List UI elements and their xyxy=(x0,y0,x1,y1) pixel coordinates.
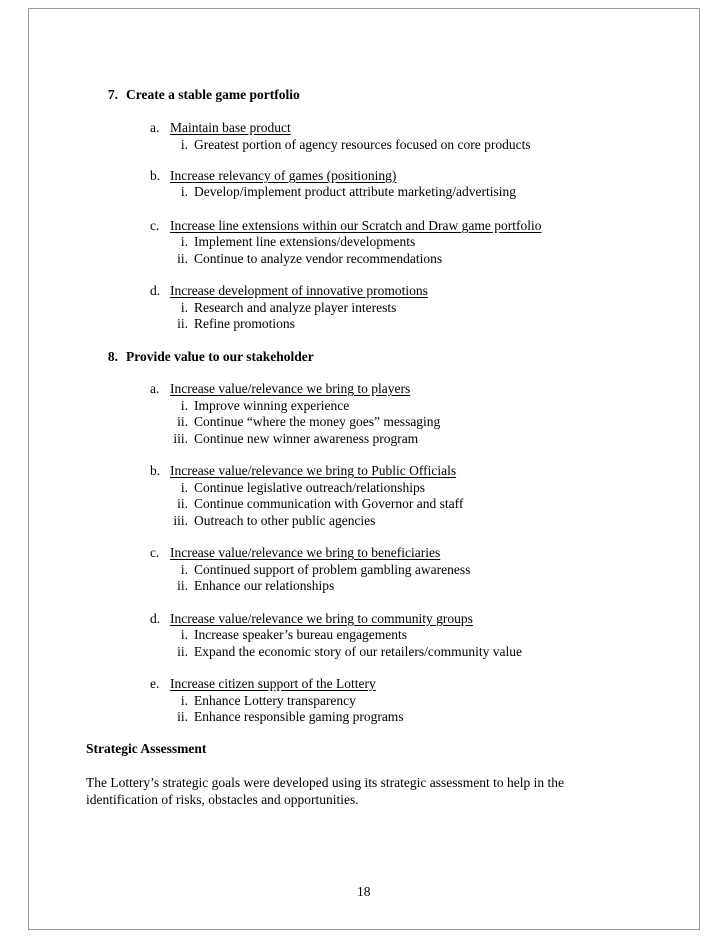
sub-item: i. Enhance Lottery transparency xyxy=(180,693,356,708)
sub-item: i. Increase speaker’s bureau engagements xyxy=(180,627,408,642)
sub-item: ii. Continue communication with Governor and staff xyxy=(177,496,464,511)
list-item: c. Increase line extensions within our Scratch and Draw game portfolio xyxy=(150,218,542,233)
section-title: Provide value to our stakeholder xyxy=(126,349,314,364)
list-item: d. Increase value/relevance we bring to community groups xyxy=(150,611,473,626)
sub-item: iii. Outreach to other public agencies xyxy=(173,513,376,528)
list-item: b. Increase relevancy of games (positioning) xyxy=(150,168,397,183)
list-item: e. Increase citizen support of the Lottery xyxy=(150,676,376,691)
section-number: 8. xyxy=(107,349,118,364)
section-heading xyxy=(94,87,300,103)
sub-item: ii. Enhance responsible gaming programs xyxy=(177,709,404,724)
sub-item: i. Improve winning experience xyxy=(180,398,350,413)
page-number: 18 xyxy=(357,884,371,899)
sub-item: i. Continue legislative outreach/relationships xyxy=(180,480,425,495)
sub-item: i. Greatest portion of agency resources focused on core products xyxy=(180,137,531,152)
assessment-paragraph-line: identification of risks, obstacles and opportunities. xyxy=(86,792,359,807)
assessment-paragraph-line: The Lottery’s strategic goals were developed using its strategic assessment to help in the xyxy=(86,775,564,790)
sub-item: ii. Enhance our relationships xyxy=(177,578,335,593)
sub-item: i. Implement line extensions/developments xyxy=(180,234,416,249)
sub-item: ii. Refine promotions xyxy=(177,316,295,331)
sub-item: i. Research and analyze player interests xyxy=(180,300,397,315)
section-title: Create a stable game portfolio xyxy=(126,87,300,102)
sub-item: iii. Continue new winner awareness program xyxy=(173,431,419,446)
list-item: a. Maintain base product xyxy=(150,120,291,135)
sub-item: ii. Continue “where the money goes” messaging xyxy=(177,414,441,429)
section-number: 7. xyxy=(107,87,118,102)
list-item: a. Increase value/relevance we bring to players xyxy=(150,381,411,396)
sub-item: i. Continued support of problem gambling awareness xyxy=(180,562,471,577)
list-item: b. Increase value/relevance we bring to Public Officials xyxy=(150,463,457,478)
sub-item: i. Develop/implement product attribute marketing/advertising xyxy=(180,184,517,199)
list-item: c. Increase value/relevance we bring to beneficiaries xyxy=(150,545,441,560)
list-item: d. Increase development of innovative promotions xyxy=(150,283,428,298)
assessment-heading: Strategic Assessment xyxy=(86,741,207,756)
section-heading xyxy=(94,349,314,365)
sub-item: ii. Expand the economic story of our retailers/community value xyxy=(177,644,523,659)
sub-item: ii. Continue to analyze vendor recommendations xyxy=(177,251,443,266)
